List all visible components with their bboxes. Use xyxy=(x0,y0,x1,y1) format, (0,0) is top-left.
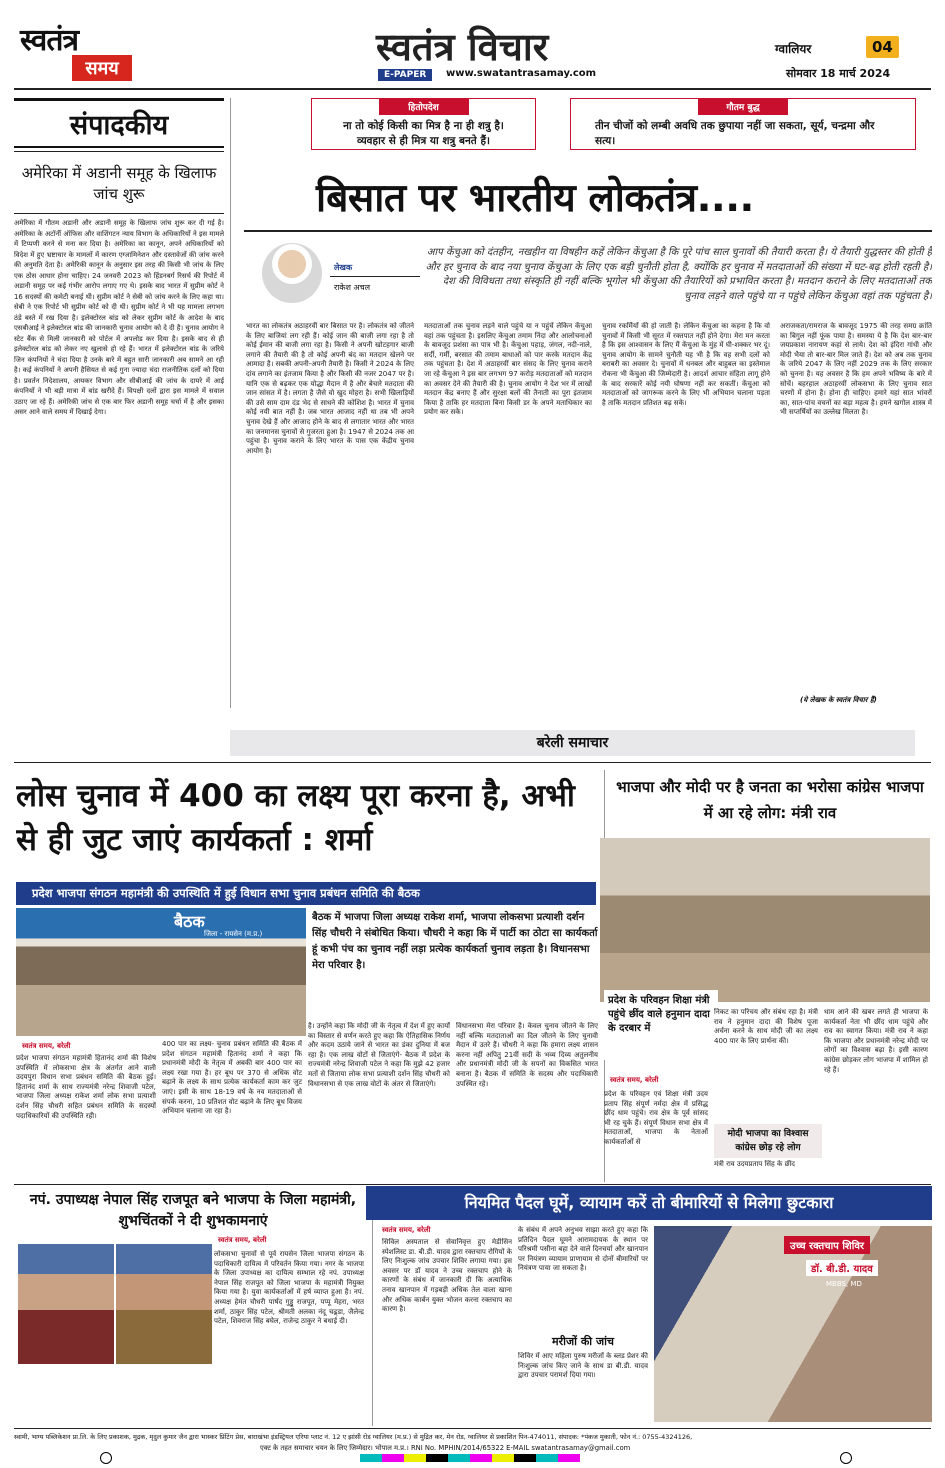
quote-box-1 xyxy=(311,98,536,150)
main-column-2: मतदाताओं तक चुनाव लड़ने वाले पहुंचे या न पहुंचें लेकिन केंचुआ वहां तक पहुंचता है। इसलिए केंचुआ तमाम निंदा और आलोचनाओं के बावजूद प्रशंसा का पात्र भी है। केंचुआ पहाड़, जंगल, नदी-नाले, सर्दी, गर्मी, बरसात की तमाम बाधाओं को पार करके मतदान केंद्र तक पहुंचता है। देश में अठाहरवीं बार संसद के लिए चुनाव कराने जा रहे केंचुआ ने इस बार लगभग 97 करोड़ मतदाताओं को मतदान का अवसर देने की तैयारी की है। चुनाव आयोग ने देश भर में लाखों मतदान केंद्र बनाए हैं और सुरक्षा बलों की तैनाती का पूरा इंतजाम किया है ताकि हर मतदाता बिना किसी डर के अपने मताधिकार का प्रयोग कर सके। xyxy=(424,322,592,417)
website-link[interactable]: www.swatantrasamay.com xyxy=(446,68,597,79)
story1-column-4: विधानसभा मेरा परिवार है। केवल चुनाव जीतने के लिए नहीं बल्कि मतदाताओं का दिल जीतने के लिए चुनावी मैदान में उतरे हैं। चौधरी ने कहा कि हमारा लक्ष्य शासन करना नहीं अपितु 21वीं सदी के भव्य दिव्य अतुलनीय और प्रधानमंत्री मोदी जी के सपनों का विकसित भारत बनाना है। बैठक में समिति के सदस्य और पदाधिकारी उपस्थित रहे। xyxy=(456,1022,598,1088)
logo xyxy=(20,18,130,81)
quote-box-2 xyxy=(570,98,916,150)
story2-photo-caption: प्रदेश के परिवहन शिक्षा मंत्री पहुंचे छींद वाले हनुमान दादा के दरबार में xyxy=(604,990,718,1060)
story4-subtext: शिविर में आए महिला पुरुष मरीजों के ब्लड प्रेशर की निःशुल्क जांच किए जाने के साथ डा बी.डी. यादव द्वारा उपचार परामर्श दिया गया। xyxy=(518,1352,648,1380)
story4-byline: स्वतंत्र समय, बरेली xyxy=(382,1226,431,1234)
city-label: ग्वालियर xyxy=(775,42,812,56)
story3-headline: नपं. उपाध्यक्ष नेपाल सिंह राजपूत बने भाजपा के जिला महामंत्री, शुभचिंतकों ने दी शुभकामनाएं xyxy=(29,1192,357,1229)
story1-column-1: प्रदेश भाजपा संगठन महामंत्री हितानंद शर्मा की विशेष उपस्थिति में लोकसभा क्षेत्र के अंतर्गत आने वाली उदयपुरा विधान सभा प्रबंधन समिति की बैठक हुई। हितानंद शर्मा के साथ राज्यमंत्री नरेन्द्र शिवाजी पटेल, भाजपा जिला अध्यक्ष राकेश शर्मा लोक सभा प्रत्याशी दर्शन सिंह चौधरी सहित प्रबंधन समिति के सदस्यों पदाधिकारियों की उपस्थिति रही। xyxy=(16,1054,156,1120)
story4-side: के संबंध में अपने अनुभव साझा करते हुए कहा कि प्रतिदिन पैदल घूमने आरामदायक के स्थान पर परिश्रमी पसीना बहा देने वाले दिनचर्या और खानपान पर नियंत्रण व्यायाम प्राणायाम से दोनों बीमारियों पर नियंत्रण पाया जा सकता है। xyxy=(518,1226,648,1273)
story4-banner-degree: MBBS, MD xyxy=(826,1280,862,1288)
story3-byline: स्वतंत्र समय, बरेली xyxy=(218,1236,267,1244)
story4-subhead: मरीजों की जांच xyxy=(552,1335,614,1348)
story2-headline: भाजपा और मोदी पर है जनता का भरोसा कांग्रेस भाजपा में आ रहे लोग: मंत्री राव xyxy=(616,778,924,822)
story4-banner-doctor: डॉ. बी.डी. यादव xyxy=(806,1260,878,1276)
author-name: राकेश अचल xyxy=(334,283,371,292)
story1-pullquote: बैठक में भाजपा जिला अध्यक्ष राकेश शर्मा, भाजपा लोकसभा प्रत्याशी दर्शन सिंह चौधरी ने संबोधित किया। चौधरी ने कहा कि में पार्टी का ठोटा सा कार्यकर्ता हूं कभी पंच का चुनाव नहीं लड़ा प्रत्येक कार्यकर्ता चुनाव लड़ता है। विधानसभा मेरा परिवार है। xyxy=(312,912,598,971)
story2-byline: स्वतंत्र समय, बरेली xyxy=(610,1076,659,1084)
main-intro: आप केंचुआ को दंतहीन, नखहीन या विषहीन कहें लेकिन केंचुआ है कि पूरे पांच साल चुनावों की तैयारी करता है। ये तैयारी युद्धस्तर की होती है और हर चुनाव के बाद नया चुनाव केंचुआ के लिए एक बड़ी चुनौती होता है, क्योंकि हर चुनाव में मतदाताओं की संख्या में घट-बढ़ होती रहती है। देश की विविधता तथा संस्कृति ही नहीं बल्कि भूगोल भी केंचुआ की तैयारियों को प्रभावित करता है। मतदान कराने के लिए मतदाताओं तक चुनाव लड़ने वाले पहुंचे या न पहुंचे लेकिन केंचुआ वहां तक पहुंचता है। xyxy=(425,247,932,302)
quote-text: तीन चीजों को लम्बी अवधि तक छुपाया नहीं जा सकता, सूर्य, चन्द्रमा और सत्य। xyxy=(595,120,875,147)
story2-photo xyxy=(600,838,930,1002)
main-headline: बिसात पर भारतीय लोकतंत्र.... xyxy=(316,176,754,221)
quote-source: गौतम बुद्ध xyxy=(698,98,788,115)
story2-column-2: निकट का परिचय और संबंध रहा है। मंत्री राव ने हनुमान दादा की विशेष पूजा अर्चना करने के साथ मोदी जी का लक्ष्य 400 पार के लिए प्रार्थना की। xyxy=(714,1008,818,1045)
logo-bottom-text: समय xyxy=(72,55,132,81)
issue-date: सोमवार 18 मार्च 2024 xyxy=(786,67,891,80)
story4-body: सिविल अस्पताल से सेवानिवृत्त हुए मेडीसिन स्पेशलिस्ट डा. बी.डी. यादव द्वारा रक्तचाप रोगियों के लिए निःशुल्क जांच उपचार शिविर लगाया गया। इस अवसर पर डॉ यादव ने उच्च रक्तचाप होने के कारणों के संबंध में जानकारी दी कि अत्याधिक तनाव खानपान में गड़बड़ी अधिक तेल वाला खाना और अधिक कार्बन युक्त भोजन करना रक्तचाप का कारण है। xyxy=(382,1238,512,1314)
editorial-headline: अमेरिका में अडानी समूह के खिलाफ जांच शुरू xyxy=(21,164,217,203)
footer-imprint: स्वामी, भाग्य पब्लिकेशन प्रा.लि. के लिए प्रकाशक, मुद्रक, मृदुल कुमार जैन द्वारा भास्कर प्रिंटिंग प्रेस, बाराखंभा इंडस्ट्रियल एरिया प्लाट नं. 12 ए झांसी रोड ग्वालियर (म.प्र.) से मुद्रित कर, मेन रोड, ग्वालियर से प्रकाशित पिन-474011, संपादक: *पंकज मुकाती, फोन नं.: 0755-4324126, xyxy=(14,1433,693,1441)
story1-subhead: प्रदेश भाजपा संगठन महामंत्री की उपस्थिति में हुई विधान सभा चुनाव प्रबंधन समिति की बैठक xyxy=(16,882,596,905)
author-label: लेखक xyxy=(334,263,353,272)
story2-column-3: धाम आने की खबर लगते ही भाजपा के कार्यकर्ता नेता भी छींद धाम पहुंचे और राव का स्वागत किया। मंत्री राव ने कहा कि भाजपा और प्रधानमंत्री नरेन्द्र मोदी पर लोगों का विश्वास बढ़ा है। इसी कारण कांग्रेस छोड़कर लोग भाजपा में शामिल हो रहे हैं। xyxy=(824,1008,928,1074)
registration-mark-right xyxy=(840,1452,852,1464)
masthead-title: स्वतंत्र विचार xyxy=(376,24,549,69)
quote-text: ना तो कोई किसी का मित्र है ना ही शत्रु है। व्यवहार से ही मित्र या शत्रु बनते हैं। xyxy=(343,120,504,147)
story3-photo-1 xyxy=(18,1244,114,1364)
epaper-label: E-PAPER xyxy=(378,69,432,81)
story1-column-2: 400 पार का लक्ष्य- चुनाव प्रबंधन समिति की बैठक में प्रदेश संगठन महामंत्री हितानंद शर्मा ने कहा कि प्रधानमंत्री मोदी के नेतृत्व में अबकी बार 400 पार का लक्ष्य रखा गया है। हर बूथ पर 370 से अधिक वोट बढ़ाने के लक्ष्य के साथ प्रत्येक कार्यकर्ता काम कर जुट जाएं। इसी के साथ 18-19 वर्ष के नव मतदाताओं से संपर्क करना, 10 प्रतिशत वोट बढ़ाने के लिए बूथ विजय अभियान चलाना जा रहा है। xyxy=(162,1040,302,1116)
story3-body: लोकसभा चुनावों से पूर्व रायसेन जिला भाजपा संगठन के पदाधिकारी दायित्व में परिवर्तन किया गया। नगर के भाजपा के जिला उपाध्यक्ष का दायित्व सम्भाल रहे नपं. उपाध्यक्ष नेपाल सिंह राजपूत को जिला भाजपा के महामंत्री नियुक्त किया गया है। युवा कार्यकर्ताओं में हर्ष व्याप्त हुआ है। नपं. अध्यक्ष हेमंत चौधरी पार्षद गुड्डू राजपूत, पप्पू मेहरा, भरत शर्मा, ठाकुर सिंह पटेल, श्रीमती अलका नंदू चढ़्डा, जैलेन्द्र पटेल, शिवराज सिंह बघेल, राजेन्द्र ठाकुर ने बधाई दी। xyxy=(214,1250,364,1326)
editorial-section xyxy=(14,98,224,706)
editorial-title: संपादकीय xyxy=(14,98,224,148)
story1-byline: स्वतंत्र समय, बरेली xyxy=(22,1042,71,1050)
story2-column-1: प्रदेश के परिवहन एवं शिक्षा मंत्री उदय प्रताप सिंह संपूर्ण नर्मदा क्षेत्र में प्रसिद्ध छींद धाम पहुंचे। राव क्षेत्र के पूर्व सांसद भी रह चुके हैं। संपूर्ण विधान सभा क्षेत्र में मतदाताओं, भाजपा के नेताओं कार्यकर्ताओं से xyxy=(604,1090,708,1146)
editorial-body: अमेरिका में गौतम अडानी और अडानी समूह के खिलाफ जांच शुरू कर दी गई है। अमेरिका के अटॉर्नी ऑफिस और वाशिंगटन न्याय विभाग के अधिकारियों ने इस मामले में टिप्पणी करने से मना कर दिया है। अमेरिका का कानून, अपने अधिकारियों को विदेश में हुए भ्रष्टाचार के मामलों में कारण एग्जामिनेशन और दस्तावेजों की जांच करने की अनुमति देता है। अमेरिकी कानून के अनुसार इस तरह की किसी भी जांच के लिए एक ठोस आधार होना चाहिए। 24 जनवरी 2023 को हिंडनबर्ग रिसर्च की रिपोर्ट में अडानी समूह पर कई गंभीर आरोप लगाए गए थे। इसके बाद भारत में सुप्रीम कोर्ट ने 16 सदस्यों की कमेटी बनाई थी। सुप्रीम कोर्ट ने सेबी को जांच करने के लिए कहा था। सेबी ने एक रिपोर्ट भी सुप्रीम कोर्ट को दी थी। सुप्रीम कोर्ट ने भी यह मामला लगभग ठंडे बस्ते में रख दिया है। इलेक्टोरल बांड को लेकर सुप्रीम कोर्ट के आदेश के बाद एसबीआई ने इलेक्टोरल बांड की जानकारी चुनाव आयोग को दे दी है। चुनाव आयोग ने स्टेट बैंक से मिली जानकारी को पोर्टल में अपलोड कर दिया है। इसके बाद से ही इलेक्टोरल बांड को लेकर नए खुलासे हो रहे हैं। भारत में इलेक्टोरल बांड के जरिये जिन कंपनियों ने चंदा दिया है उनके बारे में बहुत सारी जानकारी अब सामने आ रही है। कई कंपनियों ने अपनी हैसियत से कई गुना ज्यादा चंदा राजनीतिक दलों को दिया है। प्रवर्तन निदेशालय, आयकर विभाग और सीबीआई की जांच के दायरे में आई कंपनियों ने भी बड़ी मात्रा में बांड खरीदे हैं। विपक्षी दलों द्वारा इस मामले में सवाल उठाए जा रहे हैं। अमेरिकी जांच से एक बार फिर अडानी समूह चर्चा में है और इसका असर आने वाले समय में दिखाई देगा। xyxy=(14,219,224,416)
main-column-1: भारत का लोकतंत्र अठाहरवीं बार बिसात पर है। लोकतंत्र को जीतने के लिए बाजियां लग रही हैं। कोई जान की बाजी लगा रहा है तो कोई ईमान की बाजी लगा रहा है। किसी ने अपनी खोटहगार बाजी लगाने की तैयारी की है तो कोई अपनी बंद का मतदान खेलने पर आमादा है। सबकी अपनी-अपनी तैयारी है। किसी ने 2024 के लिए दांव लगाने का इंतजाम किया है और किसी की नजर 2047 पर है। यानि एक से बढ़कर एक योद्धा मैदान में है और बेचारे मतदाता की जान सांसत में है। लगता है जैसे वो खुद मोहरा है। सभी खिलाड़ियों की उसे साम दाम दंड भेद से साधने की कोशिश है। भारत में चुनाव कोई नयी बात नहीं है। जब भारत आजाद नहीं था तब भी अपने चुनाव देखे हैं और आजाद होने के बाद से लगातार भारत और भारत का जनमानस चुनावों से गुजरता हुआ है। 1947 से 2024 तक आ पहुंचा है। चुनाव कराने के लिए भारत के पास एक केंद्रीय चुनाव आयोग है। xyxy=(246,322,414,455)
story1-column-3: है। उन्होंने कहा कि मोदी जी के नेतृत्व में देश में हुए कार्यों का विस्तार से वर्णन करते हुए कहा कि ऐतिहासिक निर्णय और कदम उठाये जाने से भारत का डंका दुनिया में बज रहा है। एक लाख वोटों से जिताएंगे- बैठक में प्रदेश के राज्यमंत्री नरेन्द्र शिवाजी पटेल ने कहा कि मुझे 42 हजार मतों से जिताया लोक सभा प्रत्याशी दर्शन सिंह चौधरी को विधानसभा से एक लाख वोटों के अंतर से जिताएंगे। xyxy=(308,1022,450,1088)
masthead-rule xyxy=(14,88,931,90)
logo-top-text: स्वतंत्र xyxy=(20,23,79,58)
story3-photo-2 xyxy=(116,1244,212,1364)
quote-source: हितोपदेश xyxy=(379,98,469,115)
section-strip-label: बरेली समाचार xyxy=(536,735,609,751)
story1-photo xyxy=(16,908,306,1036)
section-strip xyxy=(230,730,915,756)
story4-headline: नियमित पैदल घूमें, व्यायाम करें तो बीमारियों से मिलेगा छुटकारा xyxy=(366,1186,932,1220)
story1-headline: लोस चुनाव में 400 का लक्ष्य पूरा करना है, अभी से ही जुट जाएं कार्यकर्ता : शर्मा xyxy=(16,778,575,858)
main-footnote: (ये लेखक के स्वतंत्र विचार हैं) xyxy=(800,696,877,704)
print-color-marks xyxy=(360,1454,580,1462)
story1-banner-label: बैठक xyxy=(174,912,205,931)
main-column-4: अराजकता/रामराज के बावजूद 1975 की तरह समग्र क्रांति का बिगुल नहीं फूंक पाया है। समस्या ये है कि देश बार-बार जयप्रकाश नारायण कहां से लाये। देश को इंदिरा गांधी और मोदी भैया तो बार-बार मिल जाते हैं। देश को अब तक चुनाव के जरिये 2047 के लिए नहीं 2029 तक के लिए सरकार को चुनना है। यह अवसर है कि हम अपने भविष्य के बारे में सोचें। बहरहाल अठाहरवीं लोकसभा के लिए चुनाव सात चरणों में होना है। होना ही चाहिए। हमारे यहां सात भांवरों का, सात-पांच वचनों का बड़ा महत्व है। हमने खगोल शास्त्र में भी सप्तर्षियों का उल्लेख मिलता है। xyxy=(780,322,932,417)
page-number: 04 xyxy=(866,36,899,58)
story2-subhead: मोदी भाजपा का विश्वास कांग्रेस छोड़ रहे लोग xyxy=(714,1124,822,1158)
footer-registration: एक्ट के तहत समाचार चयन के लिए जिम्मेदार। भोपाल म.प्र.। RNI No. MPHIN/2014/65322 E-MAIL swatantrasamay@gmail.com xyxy=(260,1444,631,1452)
story1-banner-sub: जिला - रायसेन (म.प्र.) xyxy=(204,930,263,938)
registration-mark-left xyxy=(100,1452,112,1464)
story4-photo xyxy=(654,1226,932,1422)
main-column-3: चुनाव रकर्मियों की हो जाती है। लेकिन केंचुआ का कहना है कि वो चुनावों में किसी भी सूरत में रक्तपात नहीं होने देगा। मेरा मन करता है कि इस आश्वासन के लिए मैं केंचुआ के मुंह में घी-शक्कर भर दूं। चुनाव आयोग के सामने चुनौती यह भी है कि वह सभी दलों को बराबरी का अवसर दे। चुनावों में धनबल और बाहुबल का इस्तेमाल रोकना भी केंचुआ की जिम्मेदारी है। आदर्श आचार संहिता लागू होने के बाद सरकारें कोई नयी घोषणा नहीं कर सकतीं। केंचुआ को मतदाताओं को जागरूक करने के लिए भी अभियान चलाना पड़ता है ताकि मतदान प्रतिशत बढ़ सके। xyxy=(602,322,770,407)
story2-subtext: मंत्री राव उदयप्रताप सिंह के छींद xyxy=(714,1160,796,1168)
story4-banner-title: उच्च रक्तचाप शिविर xyxy=(784,1236,870,1254)
author-photo xyxy=(262,243,322,303)
